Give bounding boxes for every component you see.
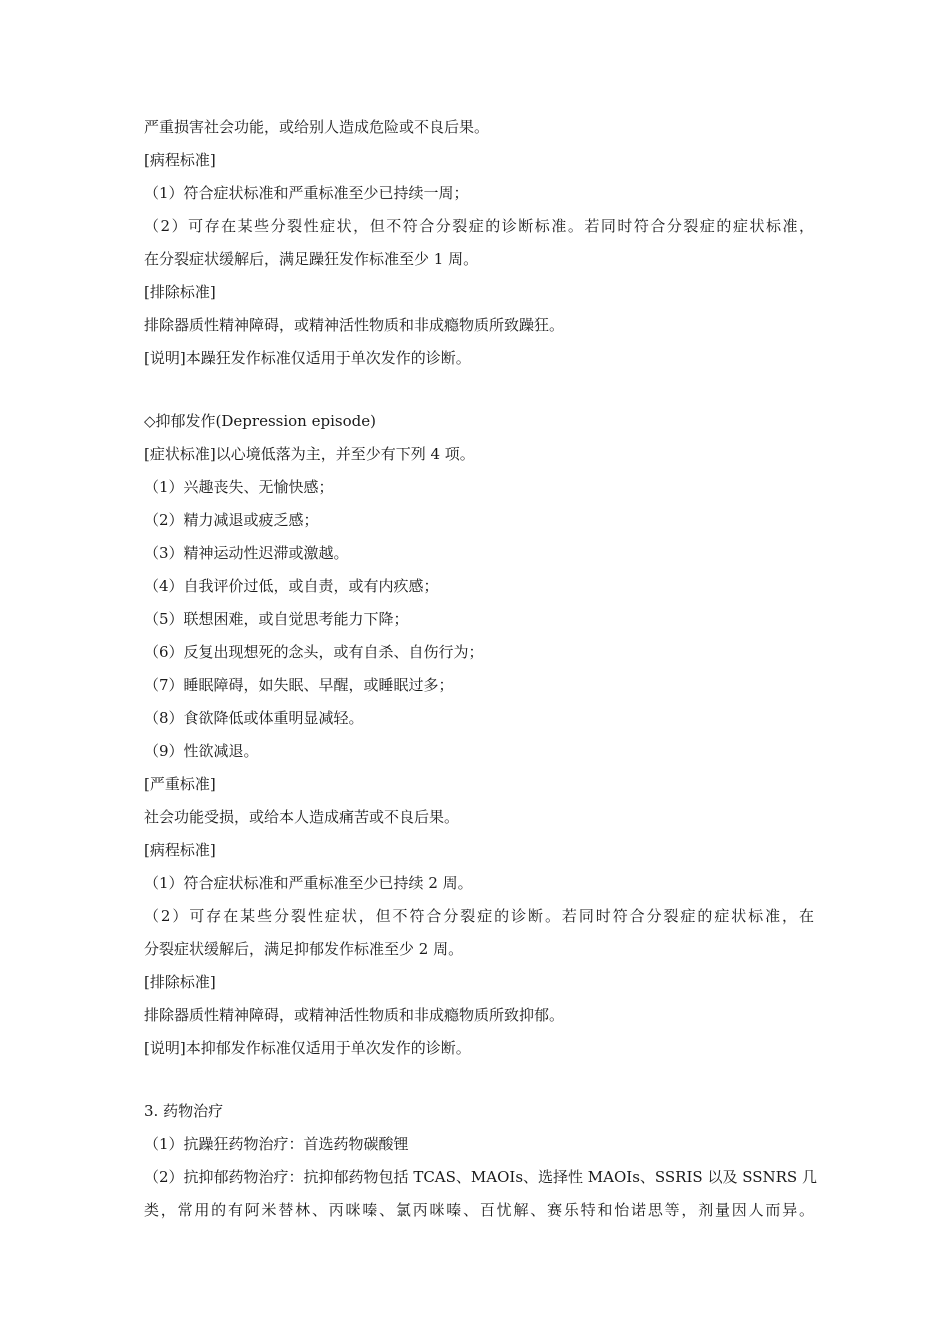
text-line: 排除器质性精神障碍，或精神活性物质和非成瘾物质所致抑郁。: [144, 1006, 565, 1024]
list-item: （9）性欲减退。: [144, 742, 259, 760]
list-item: （2）精力减退或疲乏感；: [144, 511, 319, 529]
section-heading: [排除标准]: [144, 283, 216, 301]
list-item: （7）睡眠障碍，如失眠、早醒，或睡眠过多；: [144, 676, 454, 694]
note-line: [说明]本抑郁发作标准仅适用于单次发作的诊断。: [144, 1039, 471, 1057]
section-heading: [病程标准]: [144, 841, 216, 859]
list-item: （2）可存在某些分裂性症状，但不符合分裂症的诊断。若同时符合分裂症的症状标准，在: [144, 907, 814, 925]
section-heading: [严重标准]: [144, 775, 216, 793]
section-heading: [症状标准]以心境低落为主，并至少有下列 4 项。: [144, 445, 475, 463]
list-item: （8）食欲降低或体重明显减轻。: [144, 709, 364, 727]
text-line: 社会功能受损，或给本人造成痛苦或不良后果。: [144, 808, 460, 826]
text-line: 分裂症状缓解后，满足抑郁发作标准至少 2 周。: [144, 940, 464, 958]
list-item: （2）抗抑郁药物治疗：抗抑郁药物包括 TCAS、MAOIs、选择性 MAOIs、SSRIS 以及 SSNRS 几: [144, 1168, 817, 1186]
text-line: 在分裂症状缓解后，满足躁狂发作标准至少 1 周。: [144, 250, 479, 268]
list-item: （4）自我评价过低，或自责，或有内疚感；: [144, 577, 439, 595]
note-line: [说明]本躁狂发作标准仅适用于单次发作的诊断。: [144, 349, 471, 367]
section-heading: [排除标准]: [144, 973, 216, 991]
list-item: （1）符合症状标准和严重标准至少已持续 2 周。: [144, 874, 473, 892]
list-item: （2）可存在某些分裂性症状，但不符合分裂症的诊断标准。若同时符合分裂症的症状标准，: [144, 217, 814, 235]
list-item: （5）联想困难，或自觉思考能力下降；: [144, 610, 409, 628]
text-line: 类，常用的有阿米替林、丙咪嗪、氯丙咪嗪、百忧解、赛乐特和怡诺思等，剂量因人而异。: [144, 1201, 814, 1219]
list-item: （3）精神运动性迟滞或激越。: [144, 544, 349, 562]
text-line: 排除器质性精神障碍，或精神活性物质和非成瘾物质所致躁狂。: [144, 316, 565, 334]
section-title: 3. 药物治疗: [144, 1102, 224, 1120]
list-item: （1）兴趣丧失、无愉快感；: [144, 478, 334, 496]
list-item: （1）符合症状标准和严重标准至少已持续一周；: [144, 184, 469, 202]
text-line: 严重损害社会功能，或给别人造成危险或不良后果。: [144, 118, 490, 136]
list-item: （1）抗躁狂药物治疗：首选药物碳酸锂: [144, 1135, 409, 1153]
section-heading: [病程标准]: [144, 151, 216, 169]
subsection-title: ◇抑郁发作(Depression episode): [144, 412, 376, 430]
list-item: （6）反复出现想死的念头，或有自杀、自伤行为；: [144, 643, 484, 661]
